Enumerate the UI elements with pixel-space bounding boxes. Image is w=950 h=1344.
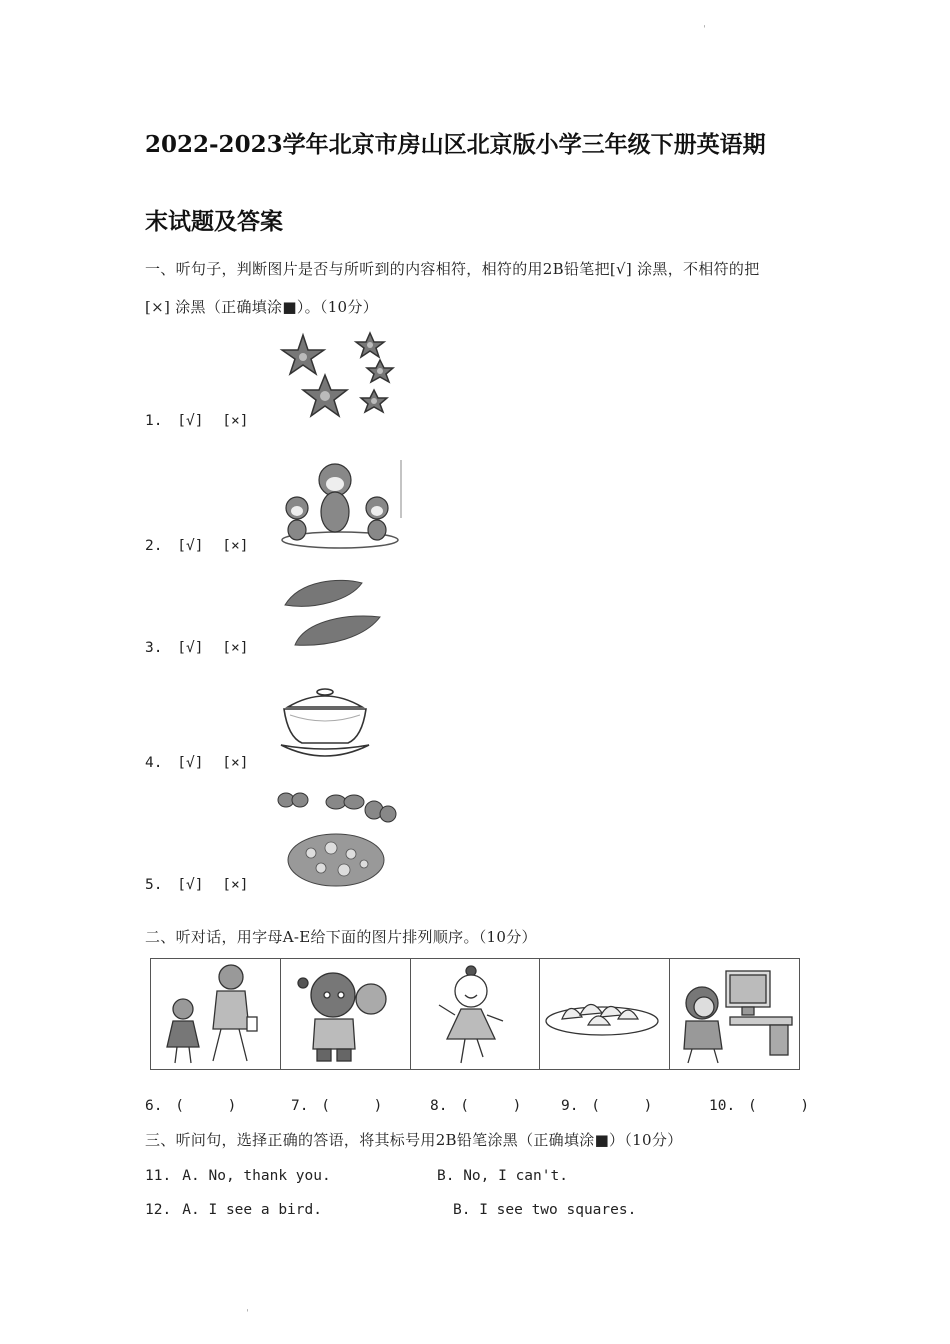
- question-number: 12.: [145, 1202, 172, 1218]
- option-b[interactable]: B. I see two squares.: [453, 1202, 637, 1218]
- answer-blank[interactable]: ( ): [591, 1098, 653, 1114]
- saucer-icon: [281, 745, 369, 756]
- dancing-girl-icon: [411, 959, 535, 1067]
- order-item-10: [709, 1096, 809, 1114]
- order-item-6: [145, 1096, 236, 1114]
- butterflies-flowers-picture: [276, 788, 401, 890]
- boy-ball-icon: [281, 959, 405, 1067]
- question-5: [145, 875, 248, 893]
- flower-bed: [288, 834, 384, 886]
- butterfly-icon: [365, 801, 396, 822]
- cup-icon: [284, 709, 366, 743]
- order-item-8: [430, 1096, 521, 1114]
- question-12: [145, 1199, 322, 1218]
- check-box[interactable]: [√]: [177, 877, 204, 893]
- page-title-line-2: 末试题及答案: [145, 208, 283, 235]
- order-item-7: [291, 1096, 382, 1114]
- check-box[interactable]: [√]: [177, 413, 204, 429]
- cross-box[interactable]: [×]: [222, 413, 249, 429]
- picture-dumplings: [540, 959, 670, 1069]
- leaf-icon: [285, 580, 362, 606]
- lid-icon: [288, 696, 362, 707]
- monkeys-picture: [275, 458, 405, 550]
- cross-box[interactable]: [×]: [222, 755, 249, 771]
- answer-blank[interactable]: ( ): [321, 1098, 383, 1114]
- check-box[interactable]: [√]: [177, 538, 204, 554]
- order-number: 8.: [430, 1098, 448, 1114]
- order-number: 9.: [561, 1098, 579, 1114]
- section3-instruction: 三、听问句，选择正确的答语，将其标号用2B铅笔涂黑（正确填涂■）（10分）: [145, 1131, 683, 1149]
- question-11-option-b: [437, 1165, 568, 1184]
- section1-instruction-line-1: 一、听句子，判断图片是否与所听到的内容相符，相符的用2B铅笔把[√] 涂黑，不相符的把: [145, 260, 760, 278]
- section2-instruction: 二、听对话，用字母A-E给下面的图片排列顺序。（10分）: [145, 928, 537, 946]
- dumplings-icon: [540, 959, 664, 1067]
- stars-picture: [275, 330, 405, 422]
- answer-blank[interactable]: ( ): [175, 1098, 237, 1114]
- footer-mark: ˌ: [246, 1302, 249, 1313]
- cross-box[interactable]: [×]: [222, 640, 249, 656]
- order-number: 7.: [291, 1098, 309, 1114]
- order-number: 10.: [709, 1098, 736, 1114]
- picture-mother-and-girl: [151, 959, 281, 1069]
- option-b[interactable]: B. No, I can't.: [437, 1168, 568, 1184]
- option-a[interactable]: A. I see a bird.: [182, 1202, 322, 1218]
- answer-blank[interactable]: ( ): [460, 1098, 522, 1114]
- question-3: [145, 638, 248, 656]
- butterfly-icon: [326, 795, 364, 809]
- question-11: [145, 1165, 331, 1184]
- picture-strip: [150, 958, 800, 1070]
- picture-boy-with-ball: [281, 959, 411, 1069]
- butterfly-icon: [278, 793, 308, 807]
- leaves-picture: [280, 575, 390, 650]
- cross-box[interactable]: [×]: [222, 877, 249, 893]
- check-box[interactable]: [√]: [177, 640, 204, 656]
- question-number: 4.: [145, 755, 163, 771]
- question-number: 5.: [145, 877, 163, 893]
- question-number: 3.: [145, 640, 163, 656]
- lid-knob: [317, 689, 333, 695]
- boy-computer-icon: [670, 959, 794, 1067]
- question-2: [145, 536, 248, 554]
- leaf-icon: [295, 616, 380, 645]
- picture-dancing-girl: [411, 959, 541, 1069]
- picture-boy-at-computer: [670, 959, 799, 1069]
- check-box[interactable]: [√]: [177, 755, 204, 771]
- order-number: 6.: [145, 1098, 163, 1114]
- order-item-9: [561, 1096, 652, 1114]
- answer-blank[interactable]: ( ): [747, 1098, 810, 1114]
- page-title-line-1: 2022-2023学年北京市房山区北京版小学三年级下册英语期: [145, 131, 766, 158]
- question-number: 11.: [145, 1168, 172, 1184]
- question-4: [145, 753, 248, 771]
- mother-girl-icon: [151, 959, 275, 1067]
- question-12-option-b: [453, 1199, 636, 1218]
- section1-instruction-line-2: [×] 涂黑（正确填涂■）。（10分）: [145, 298, 379, 316]
- cross-box[interactable]: [×]: [222, 538, 249, 554]
- question-number: 2.: [145, 538, 163, 554]
- tea-cup-picture: [278, 685, 373, 765]
- question-number: 1.: [145, 413, 163, 429]
- option-a[interactable]: A. No, thank you.: [182, 1168, 331, 1184]
- question-1: [145, 411, 248, 429]
- header-mark: ˌ: [703, 18, 706, 29]
